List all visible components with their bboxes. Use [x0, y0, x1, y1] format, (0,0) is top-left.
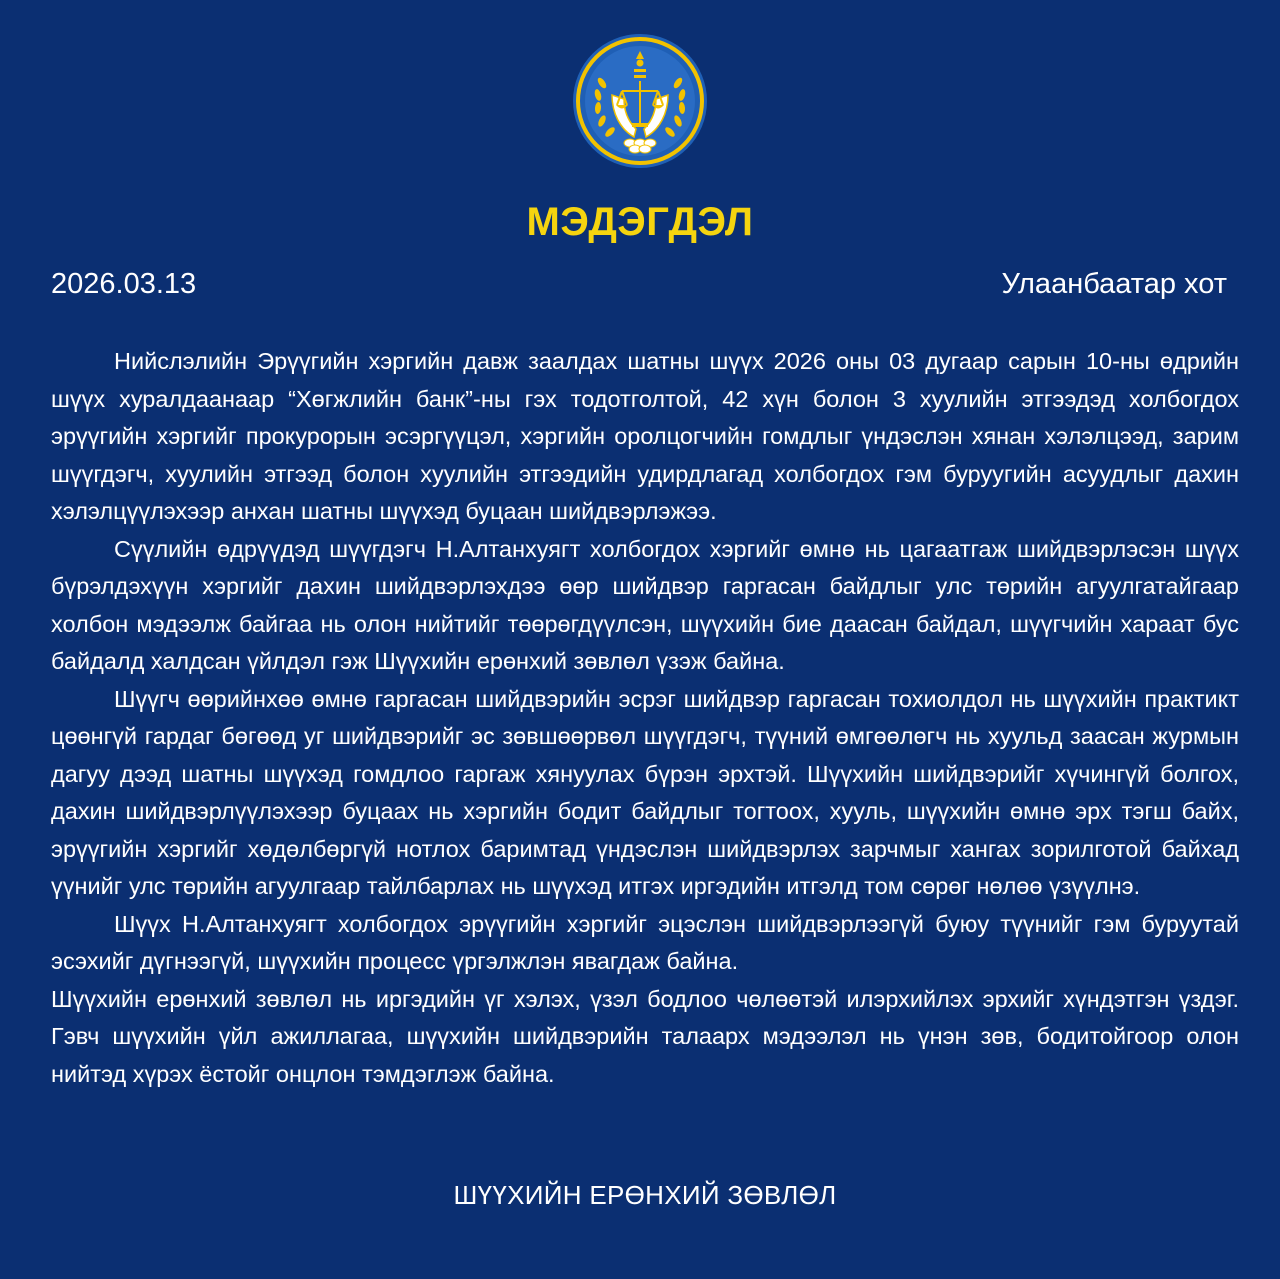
signature: ШҮҮХИЙН ЕРӨНХИЙ ЗӨВЛӨЛ: [453, 1180, 837, 1210]
paragraph: Шүүгч өөрийнхөө өмнө гаргасан шийдвэрийн эсрэг шийдвэр гаргасан тохиолдол нь шүүхийн практикт цөөнгүй гардаг бөгөөд уг шийдвэрийг эс зөвшөөрвөл шүүгдэгч, түүний өмгөөлөгч нь хуульд заасан журмын дагуу дээд шатны шүүхэд гомдлоо гаргаж хянуулах бүрэн эрхтэй. Шүүхийн шийдвэрийг хүчингүй болгох, дахин шийдвэрлүүлэхээр буцаах нь хэргийн бодит байдлыг тогтоох, хууль, шүүхийн өмнө эрх тэгш байх, эрүүгийн хэргийг хөдөлбөргүй нотлох баримтад үндэслэн шийдвэрлэх зарчмыг хангах зорилготой байхад үүнийг улс төрийн агуулгаар тайлбарлах нь шүүхэд итгэх иргэдийн итгэлд том сөрөг нөлөө үзүүлнэ.: [51, 685, 1239, 899]
paragraph: Шүүх Н.Алтанхуягт холбогдох эрүүгийн хэргийг эцэслэн шийдвэрлээгүй буюу түүнийг гэм буруутай эсэхийг дүгнээгүй, шүүхийн процесс үргэлжлэн явагдаж байна.: [51, 910, 1239, 974]
paragraph: Нийслэлийн Эрүүгийн хэргийн давж заалдах шатны шүүх 2026 оны 03 дугаар сарын 10-ны өдрийн шүүх хуралдаанаар “Хөгжлийн банк”-ны гэх тодотголтой, 42 хүн болон 3 хуулийн этгээдэд холбогдох эрүүгийн хэргийг прокурорын эсэргүүцэл, хэргийн оролцогчийн гомдлыг үндэслэн хянан хэлэлцээд, зарим шүүгдэгч, хуулийн этгээд болон хуулийн этгээдийн удирдлагад холбогдох гэм буруугийн асуудлыг дахин хэлэлцүүлэхээр анхан шатны шүүхэд буцаан шийдвэрлэжээ.: [51, 348, 1239, 524]
closing-paragraph: Шүүхийн ерөнхий зөвлөл нь иргэдийн үг хэлэх, үзэл бодлоо чөлөөтэй илэрхийлэх эрхийг хүндэтгэн үздэг. Гэвч шүүхийн үйл ажиллагаа, шүүхийн шийдвэрийн талаарх мэдээлэл нь үнэн зөв, бодитойгоор олон нийтэд хүрэх ёстойг онцлон тэмдэглэж байна.: [51, 985, 1239, 1087]
document-place: Улаанбаатар хот: [1001, 268, 1227, 300]
document-body: [51, 343, 1239, 1093]
paragraph: Сүүлийн өдрүүдэд шүүгдэгч Н.Алтанхуягт холбогдох хэргийг өмнө нь цагаатгаж шийдвэрлэсэн шүүх бүрэлдэхүүн хэргийг дахин шийдвэрлэхдээ өөр шийдвэр гаргасан байдлыг улс төрийн агуулгатайгаар холбон мэдээлж байгаа нь олон нийтийг төөрөгдүүлсэн, шүүхийн бие даасан байдал, шүүгчийн хараат бус байдалд халдсан үйлдэл гэж Шүүхийн ерөнхий зөвлөл үзэж байна.: [51, 535, 1239, 674]
document-title: МЭДЭГДЭЛ: [526, 200, 754, 244]
judicial-emblem-icon: [572, 33, 708, 169]
document-date: 2026.03.13: [51, 268, 197, 300]
